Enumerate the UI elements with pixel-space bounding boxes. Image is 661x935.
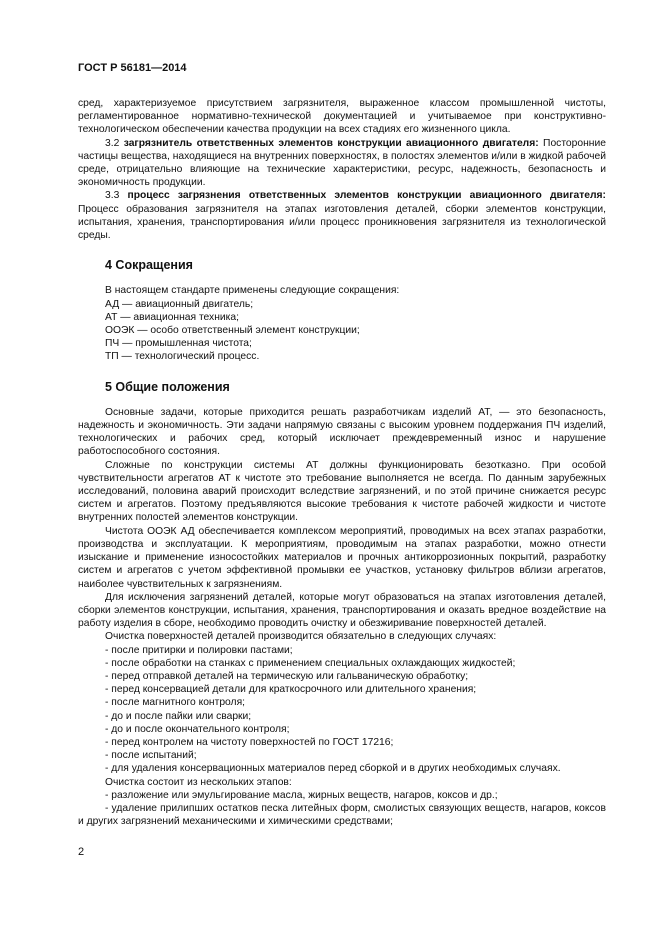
paragraph-5-6: Очистка состоит из нескольких этапов:: [105, 776, 292, 788]
definition-term: процесс загрязнения ответственных элементов конструкции авиационного двигателя:: [127, 190, 606, 202]
abbreviation-item: ПЧ — промышленная чистота;: [105, 338, 252, 350]
case-item: - до и после пайки или сварки;: [105, 710, 252, 722]
section-4-intro: В настоящем стандарте применены следующие сокращения:: [105, 285, 400, 297]
paragraph-5-2: Сложные по конструкции системы АТ должны функционировать безотказно. При особой чувствительности агрегатов АТ к чистоте это требование выполняется не всегда. По данным зарубежных исследований, половина аварий происходит вследствие загрязнений, и по этой причине снижается ресурс систем и агрегатов. Поэтому предъявляются высокие требования к чистоте рабочей жидкости и чистоте внутренних полостей элементов конструкции.: [78, 459, 606, 524]
definition-text: Посторонние частицы вещества, находящиеся на внутренних поверхностях, в полостях элементов и/или в жидкой рабочей среде, отрицательно влияющие на технические характеристики, ресурс, надежность, безопасность и экономичность продукции.: [78, 137, 606, 189]
paragraph-5-3: Чистота ООЭК АД обеспечивается комплексом мероприятий, проводимых на всех этапах разработки, производства и эксплуатации. К мероприятиям, проводимым на этапах разработки, можно отнести изыскание и применение износостойких материалов и прочных антикоррозионных покрытий, разработку систем и агрегатов с учетом эффективной промывки ее участков, установку фильтров вблизи агрегатов, наиболее чувствительных к загрязнениям.: [78, 525, 606, 590]
paragraph-5-5: Очистка поверхностей деталей производится обязательно в следующих случаях:: [105, 631, 497, 643]
case-item: - перед консервацией детали для краткосрочного или длительного хранения;: [105, 684, 477, 696]
abbreviation-item: АД — авиационный двигатель;: [105, 298, 254, 310]
case-item: - до и после окончательного контроля;: [105, 723, 290, 735]
case-item: - после магнитного контроля;: [105, 697, 246, 709]
case-item: - для удаления консервационных материалов перед сборкой и в других необходимых случаях.: [105, 763, 561, 775]
paragraph-5-1: Основные задачи, которые приходится решать разработчикам изделий АТ, — это безопасность, надежность и экономичность. Эти задачи напрямую связаны с высоким уровнем поддержания ПЧ изделий, технологических и рабочих сред, который исключает преждевременный износ и нарушение работоспособного состояния.: [78, 406, 606, 458]
case-item: - перед отправкой деталей на термическую или гальваническую обработку;: [105, 670, 469, 682]
stage-item: - удаление прилипших остатков песка литейных форм, смолистых связующих веществ, нагаров, коксов и других загрязнений механическими и химическими средствами;: [78, 802, 606, 828]
definition-3-3: [78, 189, 606, 242]
definition-3-2: [78, 137, 606, 190]
definition-term: загрязнитель ответственных элементов конструкции авиационного двигателя:: [123, 137, 539, 149]
paragraph-5-4: Для исключения загрязнений деталей, которые могут образоваться на этапах изготовления деталей, сборки элементов конструкции, испытания, хранения, транспортирования и оказать вредное воздействие на работу изделия в сборе, необходимо проводить очистку и обезжиривание поверхностей деталей.: [78, 591, 606, 630]
stage-item: - разложение или эмульгирование масла, жирных веществ, нагаров, коксов и др.;: [105, 789, 498, 801]
case-item: - после обработки на станках с применением специальных охлаждающих жидкостей;: [105, 657, 516, 669]
definition-number: 3.3: [105, 190, 128, 202]
definition-text: Процесс образования загрязнителя на этапах изготовления деталей, сборки элементов конструкции, испытания, хранения, транспортирования и/или процесс проникновения загрязнителя из технологической среды.: [78, 203, 606, 242]
abbreviation-item: ТП — технологический процесс.: [105, 351, 260, 363]
abbreviation-item: АТ — авиационная техника;: [105, 311, 239, 323]
definition-number: 3.2: [105, 137, 124, 149]
document-body: [78, 97, 606, 828]
section-5-heading: 5 Общие положения: [105, 379, 230, 394]
paragraph-continuation: сред, характеризуемое присутствием загрязнителя, выраженное классом промышленной чистоты, регламентированное нормативно-технической документацией и учитываемое при конструктивно-технологическом обеспечении качества продукции на всех стадиях его жизненного цикла.: [78, 98, 606, 136]
section-4-heading: 4 Сокращения: [105, 258, 193, 273]
page-number: 2: [78, 846, 85, 858]
document-header: ГОСТ Р 56181—2014: [78, 62, 187, 74]
case-item: - перед контролем на чистоту поверхностей по ГОСТ 17216;: [105, 736, 394, 748]
case-item: - после испытаний;: [105, 750, 197, 762]
case-item: - после притирки и полировки пастами;: [105, 644, 293, 656]
abbreviation-item: ООЭК — особо ответственный элемент конструкции;: [105, 325, 360, 337]
